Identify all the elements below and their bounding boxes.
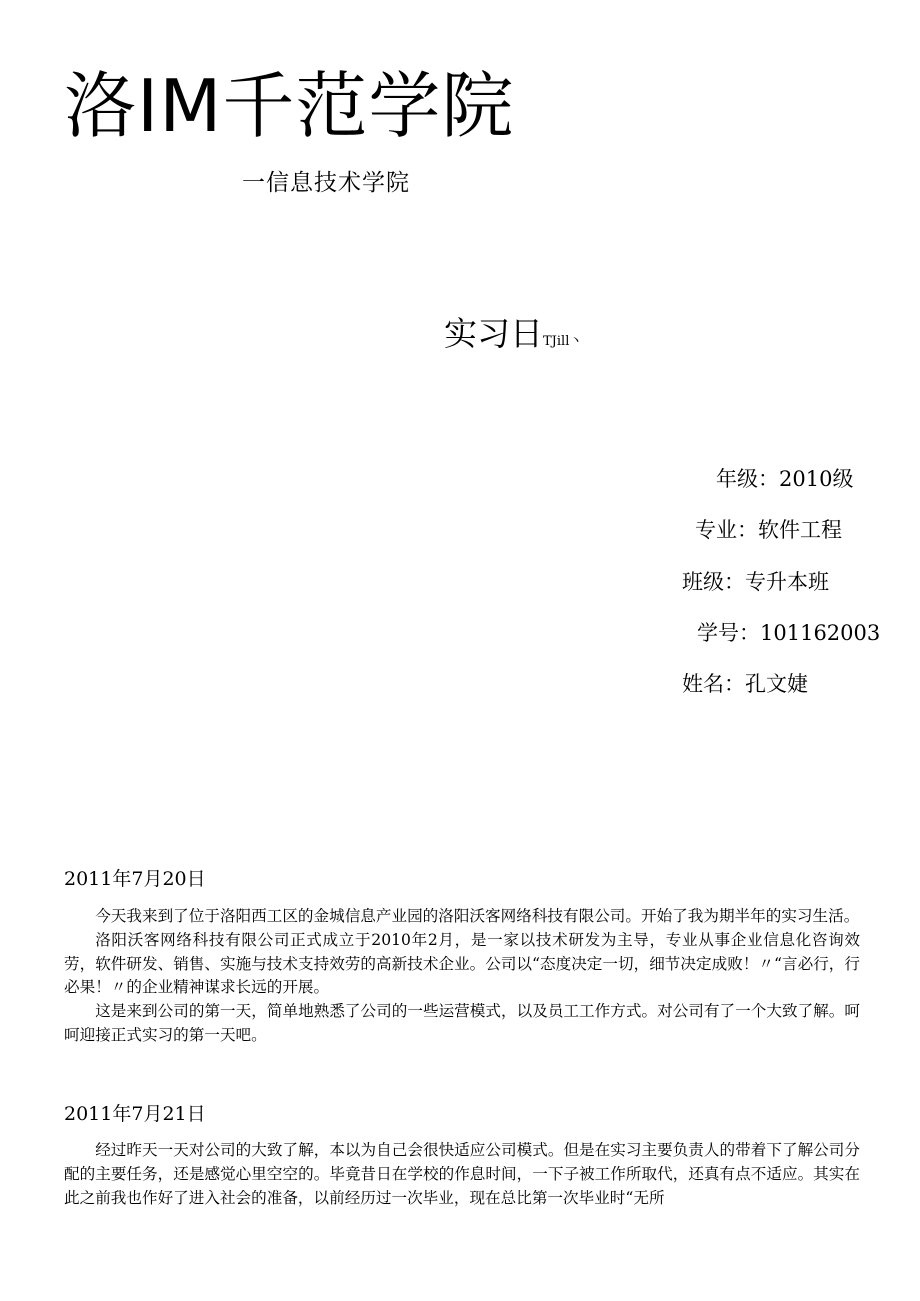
document-title-main: 实习日	[444, 314, 543, 353]
student-id: 学号：101162003	[697, 621, 881, 645]
student-name: 姓名：孔文婕	[682, 672, 808, 696]
entry-paragraph: 今天我来到了位于洛阳西工区的金城信息产业园的洛阳沃客网络科技有限公司。开始了我为期半年的实习生活。	[95, 907, 860, 925]
entry-body	[64, 1139, 860, 1210]
document-title-suffix: TJill丶	[543, 334, 583, 349]
student-grade: 年级：2010级	[716, 467, 854, 491]
entry-paragraph: 经过昨天一天对公司的大致了解，本以为自己会很快适应公司模式。但是在实习主要负责人的带着下了解公司分配的主要任务，还是感觉心里空空的。毕竟昔日在学校的作息时间，一下子被工作所取代，还真有点不适应。其实在此之前我也作好了进入社会的准备，以前经历过一次毕业，现在总比第一次毕业时“无所	[64, 1141, 860, 1207]
entry-date: 2011年7月20日	[64, 868, 206, 890]
entry-paragraph: 洛阳沃客网络科技有限公司正式成立于2010年2月，是一家以技术研发为主导，专业从事企业信息化咨询效劳，软件研发、销售、实施与技术支持效劳的高新技术企业。公司以“态度决定一切，细节决定成败！〃“言必行，行必果！〃的企业精神谋求长远的开展。	[64, 930, 860, 997]
entry-paragraph: 这是来到公司的第一天，简单地熟悉了公司的一些运营模式，以及员工工作方式。对公司有了一个大致了解。呵呵迎接正式实习的第一天吧。	[64, 1002, 860, 1044]
student-major: 专业：软件工程	[695, 518, 842, 542]
entry-body	[64, 905, 860, 1048]
school-subtitle: 一信息技术学院	[242, 170, 410, 196]
student-class: 班级：专升本班	[682, 570, 829, 594]
school-name: 洛IM千范学院	[64, 64, 515, 148]
entry-date: 2011年7月21日	[64, 1103, 206, 1125]
document-title	[444, 312, 582, 364]
